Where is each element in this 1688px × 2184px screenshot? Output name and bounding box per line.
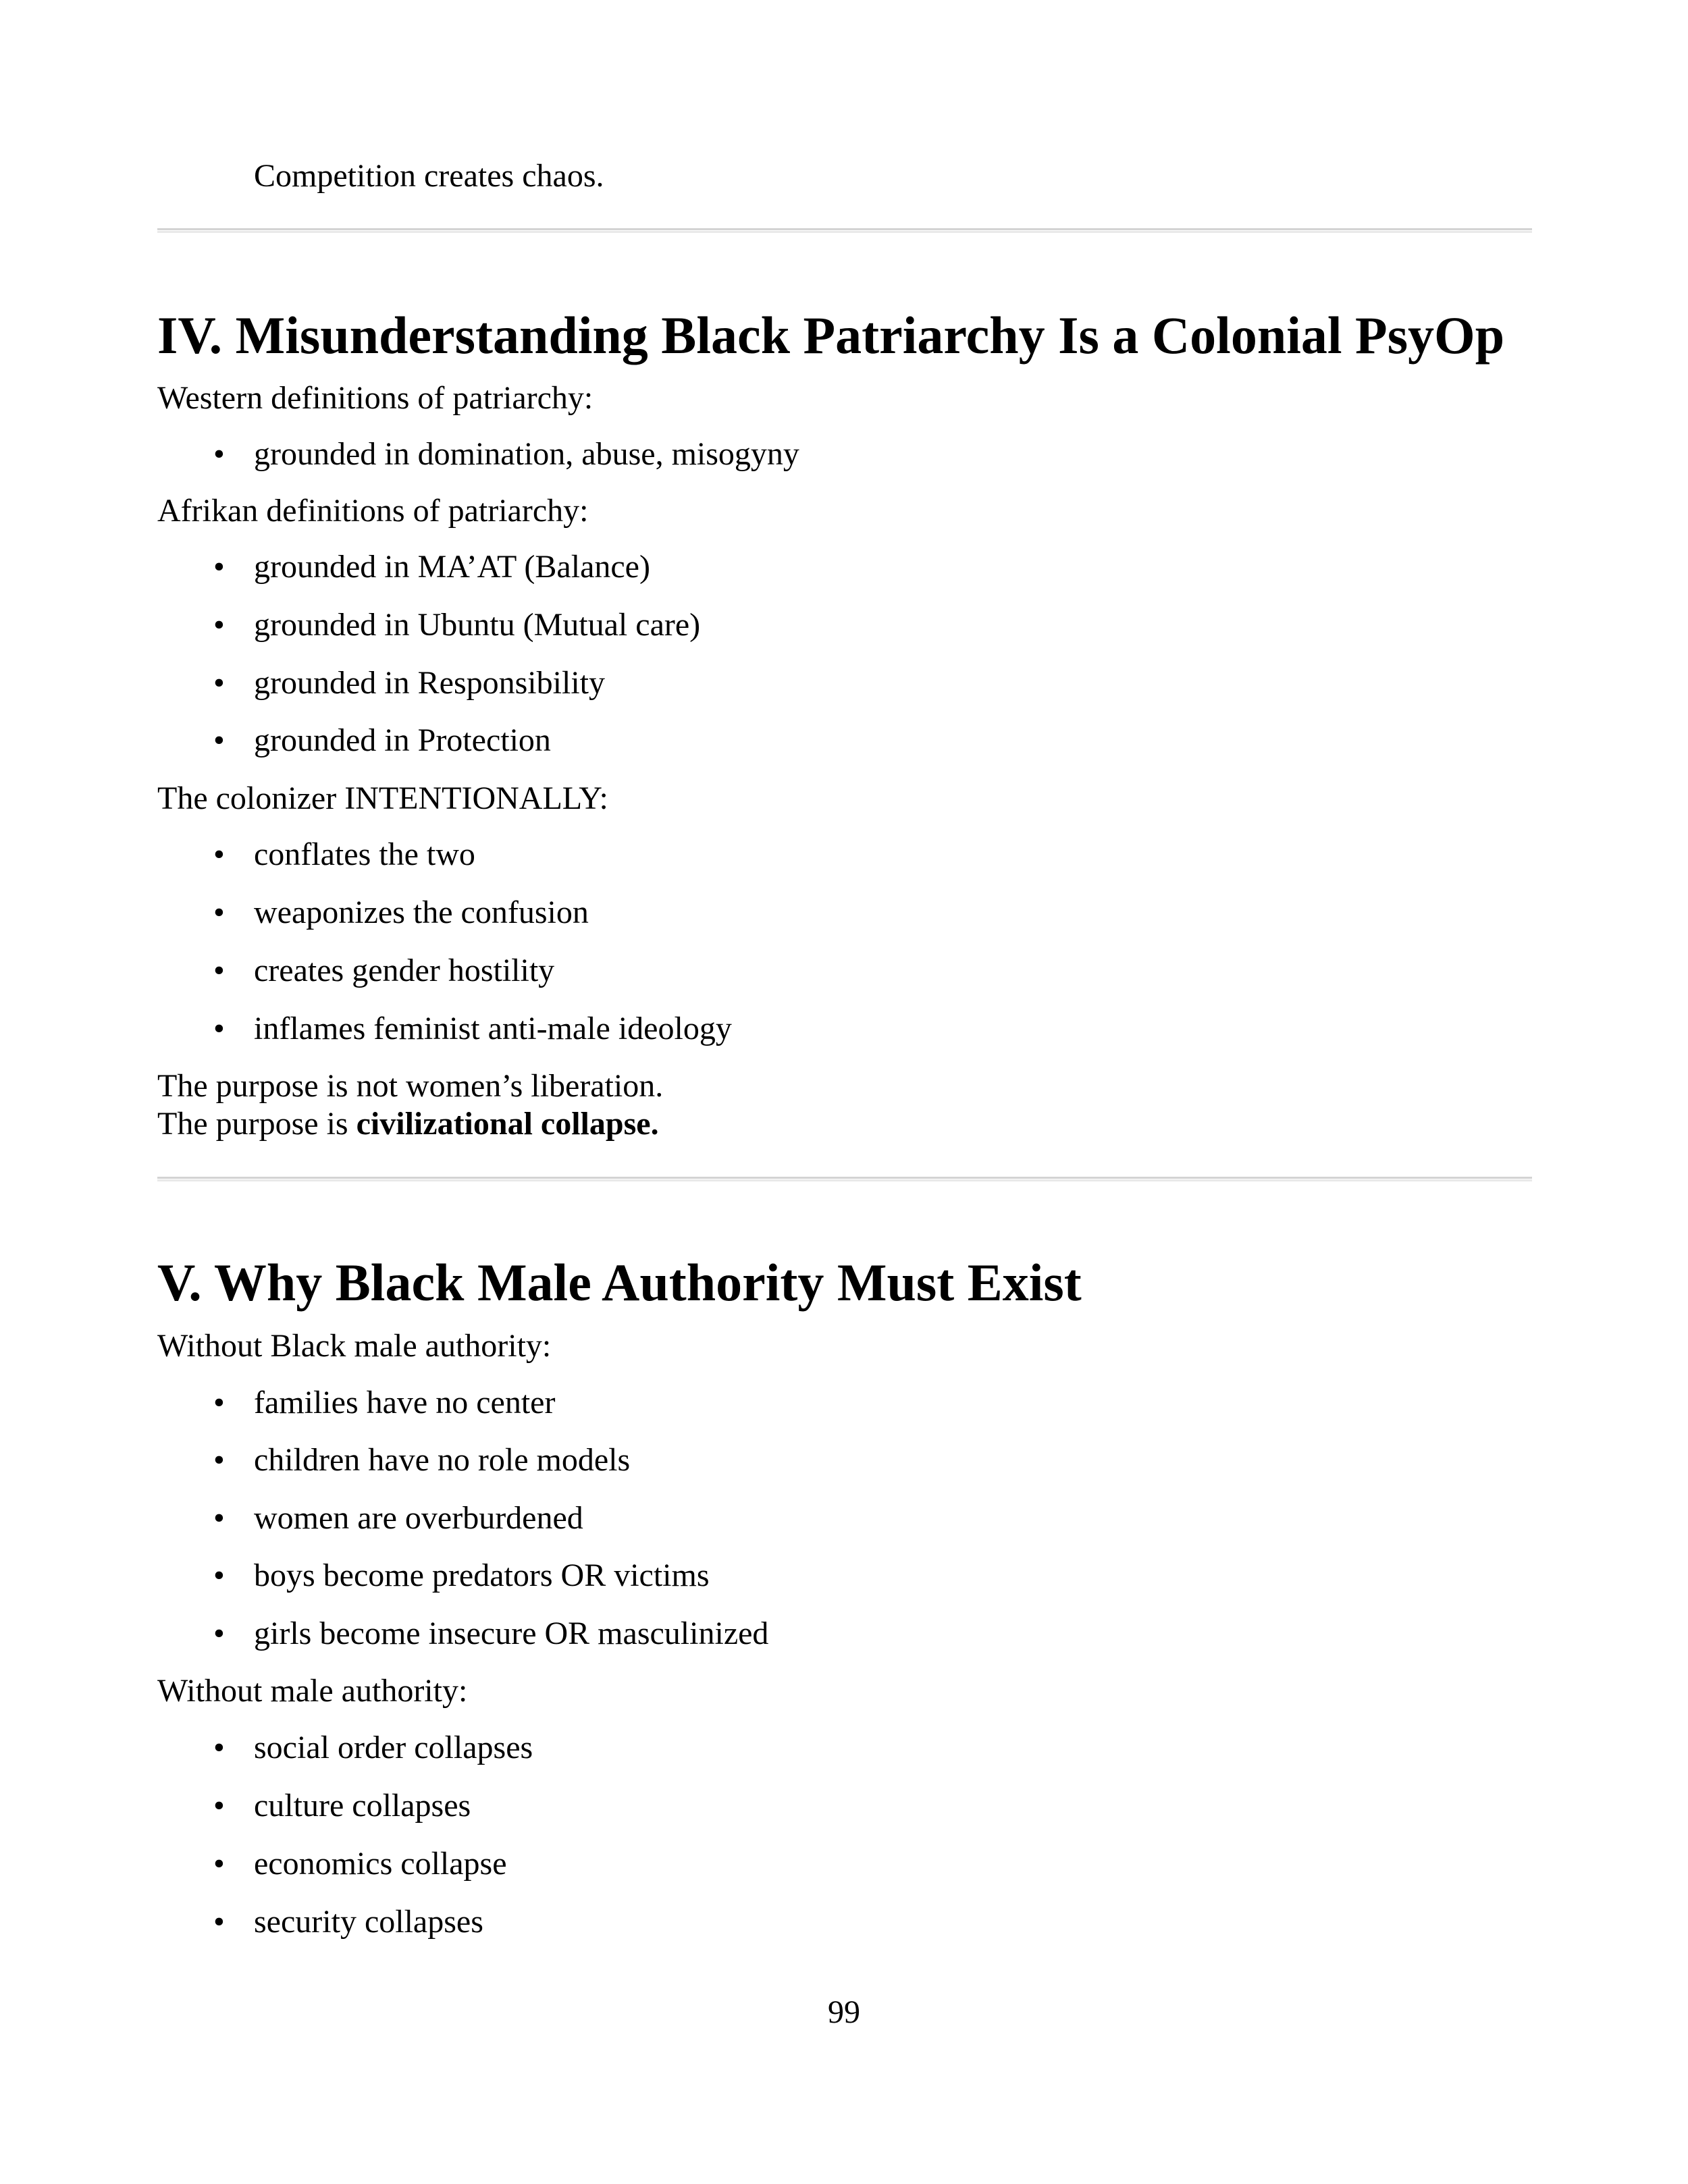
- purpose-emphasis: civilizational collapse.: [356, 1106, 659, 1142]
- list-item: creates gender hostility: [254, 953, 555, 988]
- purpose-prefix: The purpose is: [157, 1106, 357, 1142]
- bullet-icon: •: [213, 1500, 225, 1536]
- list-item: grounded in domination, abuse, misogyny: [254, 436, 799, 472]
- bullet-icon: •: [213, 1904, 225, 1940]
- list-label: Afrikan definitions of patriarchy:: [157, 493, 589, 529]
- bullet-icon: •: [213, 607, 225, 643]
- bullet-icon: •: [213, 549, 225, 585]
- bullet-icon: •: [213, 1730, 225, 1765]
- bullet-icon: •: [213, 1557, 225, 1593]
- bullet-icon: •: [213, 1846, 225, 1882]
- list-item: children have no role models: [254, 1442, 631, 1478]
- list-label: Without male authority:: [157, 1673, 468, 1709]
- section-divider: [157, 1177, 1532, 1181]
- list-item: girls become insecure OR masculinized: [254, 1616, 769, 1651]
- list-item: women are overburdened: [254, 1500, 583, 1536]
- list-item: boys become predators OR victims: [254, 1557, 710, 1593]
- list-item: grounded in Protection: [254, 722, 551, 758]
- list-item: conflates the two: [254, 836, 475, 872]
- section-divider: [157, 228, 1532, 233]
- list-item: families have no center: [254, 1385, 556, 1420]
- bullet-icon: •: [213, 836, 225, 872]
- list-item: security collapses: [254, 1904, 483, 1940]
- list-item: social order collapses: [254, 1730, 533, 1765]
- bullet-icon: •: [213, 895, 225, 930]
- list-item: grounded in MA’AT (Balance): [254, 549, 650, 585]
- bullet-icon: •: [213, 1616, 225, 1651]
- bullet-icon: •: [213, 665, 225, 701]
- bullet-icon: •: [213, 722, 225, 758]
- list-item: inflames feminist anti-male ideology: [254, 1011, 732, 1046]
- bullet-icon: •: [213, 436, 225, 472]
- section-heading: V. Why Black Male Authority Must Exist: [157, 1253, 1082, 1312]
- purpose-line: [157, 1105, 659, 1143]
- bullet-icon: •: [213, 1442, 225, 1478]
- list-label: Western definitions of patriarchy:: [157, 380, 594, 416]
- list-label: Without Black male authority:: [157, 1328, 552, 1364]
- bullet-icon: •: [213, 1011, 225, 1046]
- list-label: The colonizer INTENTIONALLY:: [157, 780, 608, 816]
- intro-text: Competition creates chaos.: [254, 158, 604, 194]
- bullet-icon: •: [213, 1788, 225, 1823]
- section-heading: IV. Misunderstanding Black Patriarchy Is a Colonial PsyOp: [157, 306, 1505, 365]
- page-number: 99: [828, 1994, 860, 2030]
- list-item: grounded in Ubuntu (Mutual care): [254, 607, 701, 643]
- purpose-line: The purpose is not women’s liberation.: [157, 1068, 664, 1104]
- list-item: culture collapses: [254, 1788, 471, 1823]
- bullet-icon: •: [213, 1385, 225, 1420]
- list-item: weaponizes the confusion: [254, 895, 589, 930]
- list-item: economics collapse: [254, 1846, 507, 1882]
- bullet-icon: •: [213, 953, 225, 988]
- list-item: grounded in Responsibility: [254, 665, 605, 701]
